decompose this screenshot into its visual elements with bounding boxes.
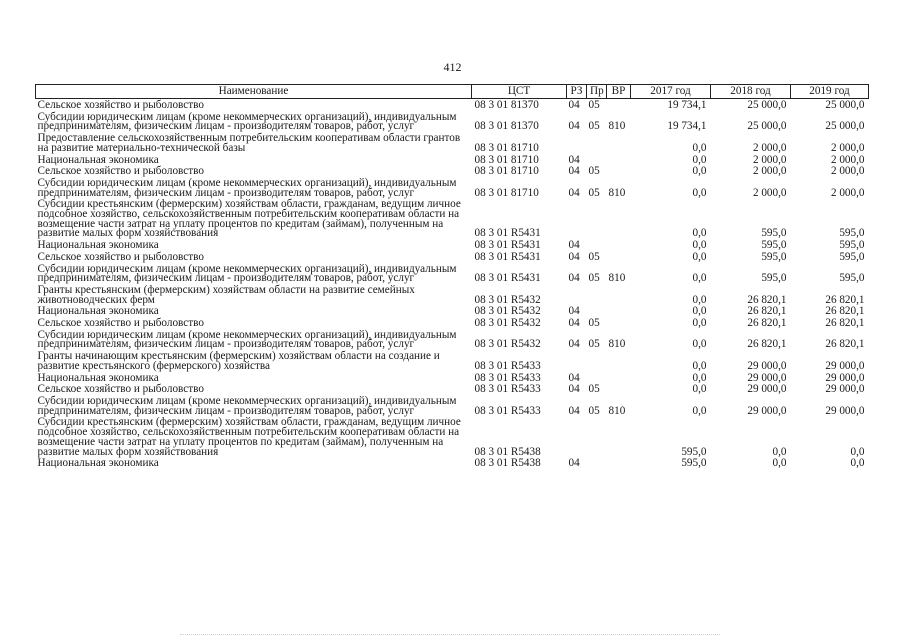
cell-y2018: 2 000,0 (752, 153, 787, 166)
cell-cst: 08 3 01 81710 (474, 141, 539, 154)
cell-y2018: 595,0 (761, 250, 787, 263)
cell-y2019: 29 000,0 (825, 359, 865, 372)
cell-y2017: 0,0 (692, 383, 707, 396)
header-cst: ЦСТ (472, 85, 567, 99)
cell-y2018: 2 000,0 (752, 165, 787, 178)
cell-y2017: 595,0 (681, 445, 707, 458)
header-2019: 2019 год (791, 85, 869, 99)
cell-cst: 08 3 01 R5432 (474, 317, 541, 330)
cell-vr (607, 317, 631, 329)
cell-cst: 08 3 01 R5431 (474, 239, 541, 252)
cell-pr: 05 (588, 338, 600, 351)
cell-name: Субсидии юридическим лицам (кроме некоммерческих организаций), индивидуальным предпринимателям, физическим лицам - производителям товаров, работ, услуг (37, 110, 457, 133)
cell-name: Сельское хозяйство и рыболовство (37, 383, 204, 396)
cell-cst: 08 3 01 R5433 (474, 359, 541, 372)
table-row (36, 263, 869, 284)
cell-y2018: 595,0 (761, 227, 787, 240)
cell-y2017: 595,0 (681, 457, 707, 470)
cell-pr: 05 (588, 383, 600, 396)
cell-y2018: 26 820,1 (747, 338, 787, 351)
cell-y2019: 26 820,1 (825, 293, 865, 306)
table-row (36, 251, 869, 263)
cell-y2017: 19 734,1 (667, 99, 707, 111)
cell-y2018: 29 000,0 (747, 404, 787, 417)
cell-pr: 05 (588, 165, 600, 178)
cell-y2019: 29 000,0 (825, 404, 865, 417)
table-row (36, 317, 869, 329)
cell-cst: 08 3 01 81710 (474, 153, 539, 166)
cell-y2019: 2 000,0 (830, 141, 865, 154)
cell-rz: 04 (568, 153, 580, 166)
cell-pr (587, 198, 607, 239)
cell-rz: 04 (568, 457, 580, 470)
cell-y2019: 26 820,1 (825, 305, 865, 318)
cell-y2019: 2 000,0 (830, 186, 865, 199)
cell-vr (607, 284, 631, 305)
cell-y2019: 595,0 (839, 250, 865, 263)
cell-pr (587, 154, 607, 166)
cell-y2019: 26 820,1 (825, 338, 865, 351)
cell-y2017: 0,0 (692, 272, 707, 285)
table-row (36, 372, 869, 384)
cell-rz: 04 (568, 338, 580, 351)
cell-name: Гранты начинающим крестьянским (фермерским) хозяйствам области на создание и развитие крестьянского (фермерского) хозяйства (37, 350, 440, 372)
cell-name: Национальная экономика (37, 153, 159, 166)
table-row (36, 329, 869, 350)
cell-vr: 810 (608, 272, 626, 285)
cell-y2018: 29 000,0 (747, 371, 787, 384)
cell-rz: 04 (568, 272, 580, 285)
cell-vr (607, 383, 631, 395)
cell-y2019: 2 000,0 (830, 153, 865, 166)
cell-y2018: 29 000,0 (747, 383, 787, 396)
table-row (36, 284, 869, 305)
table-row (36, 305, 869, 317)
table-row (36, 177, 869, 198)
cell-pr (587, 284, 607, 305)
header-vr: ВР (607, 85, 631, 99)
cell-pr (587, 132, 607, 153)
cell-pr (587, 416, 607, 457)
cell-y2019: 0,0 (850, 445, 865, 458)
cell-y2019: 25 000,0 (825, 99, 865, 111)
cell-pr: 05 (588, 99, 600, 111)
header-pr: Пр (587, 85, 607, 99)
cell-y2019: 29 000,0 (825, 371, 865, 384)
cell-vr (607, 305, 631, 317)
cell-pr: 05 (588, 186, 600, 199)
table-row (36, 154, 869, 166)
cell-pr (587, 305, 607, 317)
cell-name: Сельское хозяйство и рыболовство (37, 317, 204, 330)
cell-pr: 05 (588, 250, 600, 263)
cell-vr: 810 (608, 338, 626, 351)
cell-cst: 08 3 01 R5438 (474, 457, 541, 470)
cell-cst: 08 3 01 R5432 (474, 293, 541, 306)
page-number: 412 (443, 60, 462, 74)
table-row (36, 165, 869, 177)
cell-y2018: 2 000,0 (752, 141, 787, 154)
cell-rz: 04 (568, 186, 580, 199)
cell-rz: 04 (568, 250, 580, 263)
cell-vr (607, 154, 631, 166)
cell-y2019: 26 820,1 (825, 317, 865, 330)
table-header (36, 85, 869, 99)
cell-vr (607, 372, 631, 384)
cell-name: Сельское хозяйство и рыболовство (37, 165, 204, 178)
header-name: Наименование (36, 85, 472, 99)
cell-y2019: 25 000,0 (825, 120, 865, 133)
cell-rz (567, 416, 587, 457)
cell-cst: 08 3 01 R5431 (474, 250, 541, 263)
cell-name: Субсидии юридическим лицам (кроме некоммерческих организаций), индивидуальным предпринимателям, физическим лицам - производителям товаров, работ, услуг (37, 394, 457, 417)
cell-y2017: 0,0 (692, 404, 707, 417)
cell-rz (567, 284, 587, 305)
table-row (36, 395, 869, 416)
cell-vr (607, 416, 631, 457)
table-row (36, 111, 869, 132)
table-row (36, 416, 869, 457)
cell-name: Сельское хозяйство и рыболовство (37, 250, 204, 263)
cell-y2018: 25 000,0 (747, 120, 787, 133)
table-row (36, 132, 869, 153)
cell-pr: 05 (588, 120, 600, 133)
cell-y2017: 19 734,1 (667, 120, 707, 133)
table-body (36, 99, 869, 469)
cell-cst: 08 3 01 R5431 (474, 272, 541, 285)
cell-vr (607, 251, 631, 263)
cell-pr: 05 (588, 404, 600, 417)
cell-y2018: 595,0 (761, 239, 787, 252)
cell-y2019: 595,0 (839, 239, 865, 252)
cell-y2018: 0,0 (772, 445, 787, 458)
cell-y2017: 0,0 (692, 293, 707, 306)
cell-y2018: 0,0 (772, 457, 787, 470)
table-row (36, 457, 869, 469)
cell-y2019: 595,0 (839, 272, 865, 285)
cell-rz: 04 (568, 305, 580, 318)
cell-cst: 08 3 01 R5431 (474, 227, 541, 240)
cell-cst: 08 3 01 R5432 (474, 305, 541, 318)
cell-rz: 04 (568, 371, 580, 384)
cell-cst: 08 3 01 R5433 (474, 371, 541, 384)
cell-cst: 08 3 01 81370 (474, 99, 539, 111)
cell-vr: 810 (608, 404, 626, 417)
cell-vr (607, 239, 631, 251)
cell-name: Национальная экономика (37, 305, 159, 318)
cell-rz (567, 350, 587, 371)
cell-cst: 08 3 01 R5438 (474, 445, 541, 458)
cell-vr (607, 198, 631, 239)
cell-y2017: 0,0 (692, 239, 707, 252)
cell-rz: 04 (568, 317, 580, 330)
table-row (36, 350, 869, 371)
cell-vr (607, 350, 631, 371)
header-2018: 2018 год (711, 85, 791, 99)
cell-y2017: 0,0 (692, 153, 707, 166)
cell-y2017: 0,0 (692, 317, 707, 330)
cell-y2017: 0,0 (692, 165, 707, 178)
cell-cst: 08 3 01 81710 (474, 186, 539, 199)
cell-rz (567, 132, 587, 153)
cell-name: Национальная экономика (37, 239, 159, 252)
cell-rz: 04 (568, 239, 580, 252)
cell-vr: 810 (608, 186, 626, 199)
cell-rz: 04 (568, 404, 580, 417)
cell-name: Национальная экономика (37, 457, 159, 470)
cell-name: Субсидии крестьянским (фермерским) хозяйствам области, гражданам, ведущим личное подсобное хозяйство, сельскохозяйственным потребительским кооперативам области на возмещение части затрат на уплату процентов по кредитам (займам), полученным на развитие малых форм хозяйствования (37, 416, 461, 458)
cell-cst: 08 3 01 R5433 (474, 404, 541, 417)
cell-pr (587, 239, 607, 251)
cell-y2019: 2 000,0 (830, 165, 865, 178)
header-rz: РЗ (567, 85, 587, 99)
cell-y2018: 26 820,1 (747, 317, 787, 330)
scan-artifact (180, 631, 720, 635)
cell-name: Национальная экономика (37, 371, 159, 384)
cell-y2019: 0,0 (850, 457, 865, 470)
header-row (36, 85, 869, 99)
cell-vr (607, 99, 631, 111)
cell-vr (607, 457, 631, 469)
cell-pr: 05 (588, 272, 600, 285)
cell-pr (587, 372, 607, 384)
cell-name: Субсидии юридическим лицам (кроме некоммерческих организаций), индивидуальным предпринимателям, физическим лицам - производителям товаров, работ, услуг (37, 176, 457, 199)
cell-name: Субсидии крестьянским (фермерским) хозяйствам области, гражданам, ведущим личное подсобное хозяйство, сельскохозяйственным потребительским кооперативам области на возмещение части затрат на уплату процентов по кредитам (займам), полученным на развитие малых форм хозяйствования (37, 198, 461, 240)
table-row (36, 239, 869, 251)
cell-pr (587, 350, 607, 371)
table-row (36, 383, 869, 395)
cell-vr (607, 165, 631, 177)
table-row (36, 99, 869, 111)
cell-y2017: 0,0 (692, 371, 707, 384)
cell-name: Сельское хозяйство и рыболовство (37, 99, 204, 111)
cell-name: Субсидии юридическим лицам (кроме некоммерческих организаций), индивидуальным предпринимателям, физическим лицам - производителям товаров, работ, услуг (37, 328, 457, 351)
table-row (36, 198, 869, 239)
cell-pr: 05 (588, 317, 600, 330)
cell-rz: 04 (568, 383, 580, 396)
cell-name: Предоставление сельскохозяйственным потребительским кооперативам области грантов на развитие материально-технической базы (37, 132, 461, 154)
header-2017: 2017 год (631, 85, 711, 99)
cell-y2019: 595,0 (839, 227, 865, 240)
cell-pr (587, 457, 607, 469)
cell-cst: 08 3 01 R5433 (474, 383, 541, 396)
cell-rz: 04 (568, 120, 580, 133)
cell-y2017: 0,0 (692, 359, 707, 372)
cell-name: Субсидии юридическим лицам (кроме некоммерческих организаций), индивидуальным предпринимателям, физическим лицам - производителям товаров, работ, услуг (37, 262, 457, 285)
cell-rz (567, 198, 587, 239)
budget-table (35, 84, 869, 469)
cell-y2018: 29 000,0 (747, 359, 787, 372)
cell-name: Гранты крестьянским (фермерским) хозяйствам области на развитие семейных животноводческих ферм (37, 283, 415, 306)
cell-y2017: 0,0 (692, 141, 707, 154)
cell-cst: 08 3 01 81370 (474, 120, 539, 133)
cell-cst: 08 3 01 R5432 (474, 338, 541, 351)
cell-y2018: 2 000,0 (752, 186, 787, 199)
cell-vr (607, 132, 631, 153)
cell-y2018: 26 820,1 (747, 293, 787, 306)
cell-rz: 04 (568, 99, 580, 111)
cell-cst: 08 3 01 81710 (474, 165, 539, 178)
cell-y2017: 0,0 (692, 227, 707, 240)
cell-y2017: 0,0 (692, 186, 707, 199)
cell-y2018: 26 820,1 (747, 305, 787, 318)
cell-rz: 04 (568, 165, 580, 178)
cell-y2018: 25 000,0 (747, 99, 787, 111)
cell-vr: 810 (608, 120, 626, 133)
cell-y2017: 0,0 (692, 250, 707, 263)
cell-y2019: 29 000,0 (825, 383, 865, 396)
cell-y2017: 0,0 (692, 338, 707, 351)
cell-y2017: 0,0 (692, 305, 707, 318)
cell-y2018: 595,0 (761, 272, 787, 285)
